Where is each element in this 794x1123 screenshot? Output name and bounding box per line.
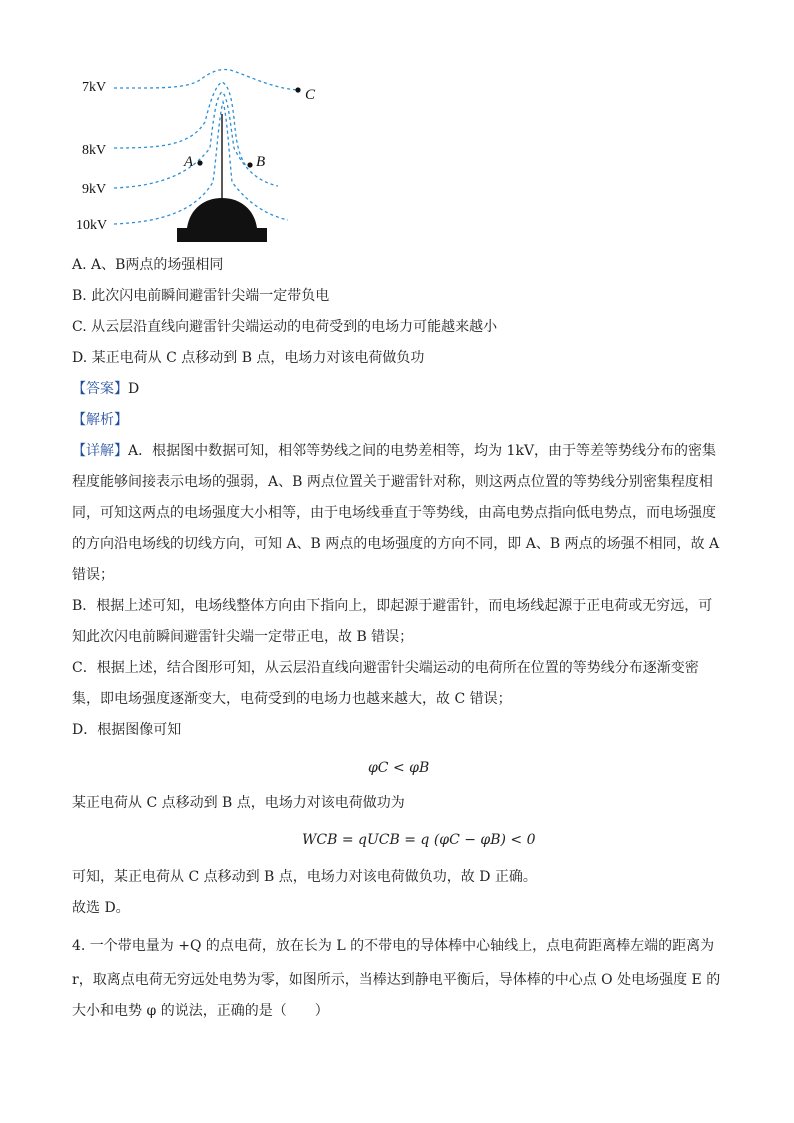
- equipotential-9kv: [114, 92, 278, 188]
- answer-line: [72, 379, 139, 399]
- label-8kv: 8kV: [82, 143, 107, 158]
- option-c: C. 从云层沿直线向避雷针尖端运动的电荷受到的电场力可能越来越小: [72, 319, 498, 335]
- analysis-bracket: 【解析】: [72, 412, 128, 428]
- detail-p2-line1: B．根据上述可知，电场线整体方向由下指向上，即起源于避雷针，而电场线起源于正电荷或无穷远，可: [72, 598, 713, 614]
- option-b: B. 此次闪电前瞬间避雷针尖端一定带负电: [72, 288, 330, 304]
- label-9kv: 9kV: [82, 182, 107, 197]
- option-d: D. 某正电荷从 C 点移动到 B 点，电场力对该电荷做负功: [72, 350, 425, 366]
- label-10kv: 10kV: [76, 218, 108, 233]
- equation-work-done: WCB = qUCB = q (φC − φB) < 0: [302, 832, 536, 848]
- option-a: A. A、B两点的场强相同: [72, 257, 224, 273]
- label-7kv: 7kV: [82, 80, 107, 95]
- analysis-line: [72, 410, 128, 430]
- detail-p1-line5: 错误；: [72, 567, 114, 583]
- detail-p1-line1: [72, 441, 716, 461]
- point-c-dot: [295, 87, 300, 92]
- point-a-dot: [197, 160, 202, 165]
- detail-p3-line2: 集，即电场强度逐渐变大，电荷受到的电场力也越来越大，故 C 错误；: [72, 691, 512, 707]
- question4-line1: 4. 一个带电量为 +Q 的点电荷，放在长为 L 的不带电的导体棒中心轴线上，点电荷距离棒左端的距离为: [72, 938, 715, 954]
- detail-p4-line2: 某正电荷从 C 点移动到 B 点，电场力对该电荷做功为: [72, 795, 405, 811]
- label-point-a: A: [184, 154, 194, 170]
- detail-bracket: 【详解】: [72, 443, 128, 459]
- detail-p4-line3: 可知，某正电荷从 C 点移动到 B 点，电场力对该电荷做负功，故 D 正确。: [72, 869, 537, 885]
- answer-bracket: 【答案】: [72, 381, 128, 397]
- detail-p2-line2: 知此次闪电前瞬间避雷针尖端一定带正电，故 B 错误；: [72, 629, 414, 645]
- label-point-c: C: [305, 87, 316, 103]
- equipotential-7kv: [114, 69, 298, 90]
- detail-p1-line3: 同，可知这两点的电场强度大小相等，由于电场线垂直于等势线，由高电势点指向低电势点，而电场强度: [72, 505, 716, 521]
- rod-dome: [187, 198, 257, 228]
- equipotential-diagram: [70, 62, 350, 252]
- equation-potential-compare: φC < φB: [368, 760, 430, 776]
- detail-p3-line1: C．根据上述，结合图形可知，从云层沿直线向避雷针尖端运动的电荷所在位置的等势线分布逐渐变密: [72, 660, 699, 676]
- question4-line2: r，取离点电荷无穷远处电势为零，如图所示，当棒达到静电平衡后，导体棒的中心点 O 处电场强度 E 的: [72, 972, 721, 988]
- detail-p1-text: A．根据图中数据可知，相邻等势线之间的电势差相等，均为 1kV，由于等差等势线分布的密集: [128, 443, 717, 459]
- detail-p1-line2: 程度能够间接表示电场的强弱，A、B 两点位置关于避雷针对称，则这两点位置的等势线分别密集程度相: [72, 474, 713, 490]
- rod-base: [177, 228, 267, 242]
- detail-p1-line4: 的方向沿电场线的切线方向，可知 A、B 两点的电场强度的方向不同，即 A、B 两点的场强不相同，故 A: [72, 536, 720, 552]
- detail-p4-line1: D．根据图像可知: [72, 722, 182, 738]
- equipotential-figure: [70, 62, 350, 252]
- question4-line3: 大小和电势 φ 的说法，正确的是（ ）: [72, 1003, 329, 1019]
- point-b-dot: [247, 162, 252, 167]
- detail-conclusion: 故选 D。: [72, 900, 130, 916]
- label-point-b: B: [256, 154, 266, 170]
- equipotential-8kv: [114, 82, 246, 166]
- answer-value: D: [128, 381, 140, 397]
